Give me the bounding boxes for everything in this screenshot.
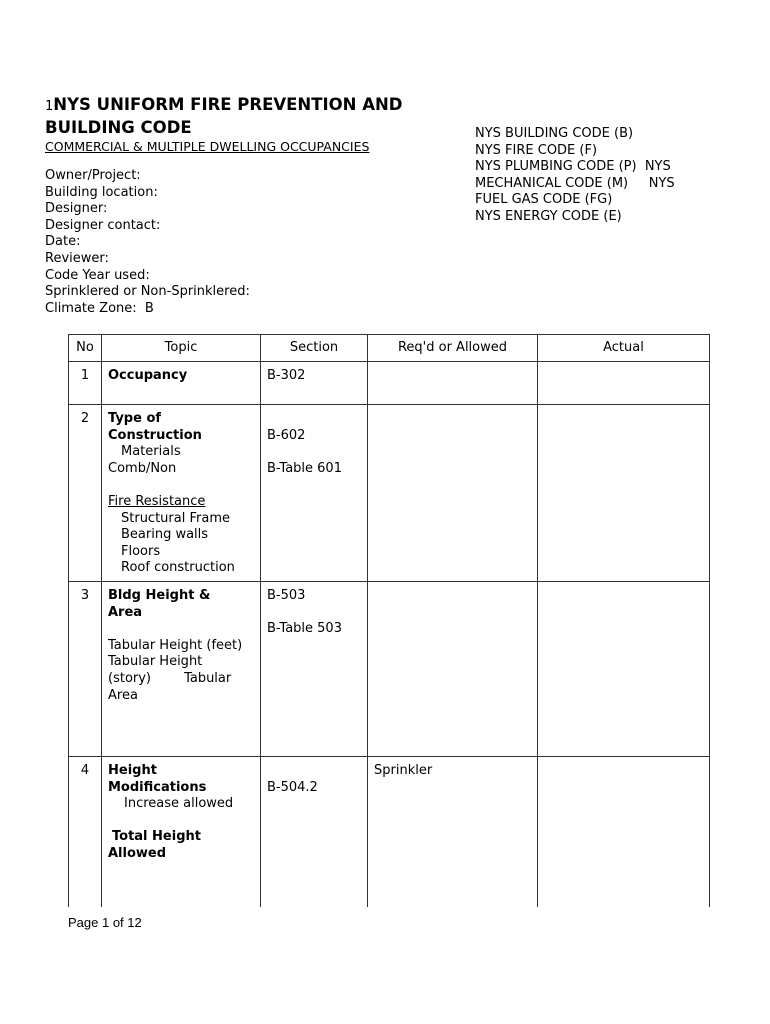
topic-line: (story) Tabular <box>108 670 232 686</box>
section-ref: B-602 <box>267 427 306 443</box>
field-sprinklered: Sprinklered or Non-Sprinklered: <box>45 284 250 300</box>
table-row <box>69 362 710 405</box>
topic-line: Structural Frame <box>121 510 230 526</box>
row-number: 3 <box>69 581 102 756</box>
field-date: Date: <box>45 234 81 250</box>
topic-subheading: Fire Resistance <box>108 493 206 509</box>
row-actual-cell[interactable] <box>538 756 710 907</box>
topic-title: Type of <box>108 411 162 426</box>
topic-line: Floors <box>121 543 161 559</box>
topic-title: Area <box>108 604 143 620</box>
row-required-cell[interactable] <box>368 756 538 907</box>
document-header <box>45 94 465 155</box>
row-section <box>261 756 368 907</box>
row-topic <box>102 405 261 582</box>
table-row <box>69 405 710 582</box>
code-item: FUEL GAS CODE (FG) <box>475 192 613 208</box>
row-required-cell[interactable] <box>368 581 538 756</box>
topic-title: Bldg Height & <box>108 587 211 603</box>
row-required-cell[interactable] <box>368 405 538 582</box>
row-number: 4 <box>69 756 102 907</box>
header-actual: Actual <box>538 335 710 362</box>
section-ref: B-504.2 <box>267 779 318 795</box>
header-required: Req'd or Allowed <box>368 335 538 362</box>
row-actual-cell[interactable] <box>538 581 710 756</box>
table-row <box>69 581 710 756</box>
page-footer: Page 1 of 12 <box>68 915 142 930</box>
document-title: 1NYS UNIFORM FIRE PREVENTION AND BUILDING CODE <box>45 95 403 137</box>
row-section <box>261 581 368 756</box>
topic-title: Total Height <box>112 829 201 845</box>
row-topic <box>102 581 261 756</box>
section-ref: B-503 <box>267 587 306 603</box>
section-ref: B-Table 503 <box>267 621 342 637</box>
header-topic: Topic <box>102 335 261 362</box>
topic-line: Increase allowed <box>124 796 234 812</box>
code-review-table <box>68 334 710 907</box>
topic-line: Comb/Non <box>108 460 177 476</box>
code-item: NYS FIRE CODE (F) <box>475 142 598 158</box>
row-actual-cell[interactable] <box>538 405 710 582</box>
topic-line: Materials <box>121 444 181 460</box>
row-required-cell[interactable] <box>368 362 538 405</box>
topic-line: Roof construction <box>121 560 235 576</box>
field-owner-project: Owner/Project: <box>45 168 141 183</box>
document-subtitle: COMMERCIAL & MULTIPLE DWELLING OCCUPANCIES <box>45 139 370 154</box>
code-item: NYS PLUMBING CODE (P) NYS <box>475 159 671 175</box>
row-number: 1 <box>69 362 102 405</box>
topic-line: Bearing walls <box>121 527 209 543</box>
field-reviewer: Reviewer: <box>45 250 109 266</box>
row-section <box>261 405 368 582</box>
row-section: B-302 <box>261 362 368 405</box>
topic-title: Allowed <box>108 845 167 861</box>
row-topic <box>102 756 261 907</box>
table-header-row <box>69 335 710 362</box>
section-ref: B-Table 601 <box>267 460 342 476</box>
topic-title: Modifications <box>108 779 207 795</box>
field-climate-zone: Climate Zone: B <box>45 300 154 316</box>
code-item: NYS ENERGY CODE (E) <box>475 208 622 224</box>
footnote-number: 1 <box>45 99 54 114</box>
code-item: NYS BUILDING CODE (B) <box>475 126 634 141</box>
field-building-location: Building location: <box>45 184 158 200</box>
header-no: No <box>69 335 102 362</box>
topic-line: Tabular Height <box>108 654 203 670</box>
project-info-fields <box>45 168 250 317</box>
field-designer-contact: Designer contact: <box>45 217 161 233</box>
required-value: Sprinkler <box>374 762 433 778</box>
code-list <box>475 126 690 226</box>
topic-title: Construction <box>108 427 202 443</box>
topic-title: Occupancy <box>108 368 188 383</box>
topic-title: Height <box>108 762 157 778</box>
field-code-year: Code Year used: <box>45 267 150 283</box>
row-actual-cell[interactable] <box>538 362 710 405</box>
row-number: 2 <box>69 405 102 582</box>
code-item: MECHANICAL CODE (M) NYS <box>475 175 675 191</box>
topic-line: Area <box>108 687 138 703</box>
table-row <box>69 756 710 907</box>
field-designer: Designer: <box>45 201 108 217</box>
topic-line: Tabular Height (feet) <box>108 637 243 653</box>
row-topic <box>102 362 261 405</box>
header-section: Section <box>261 335 368 362</box>
